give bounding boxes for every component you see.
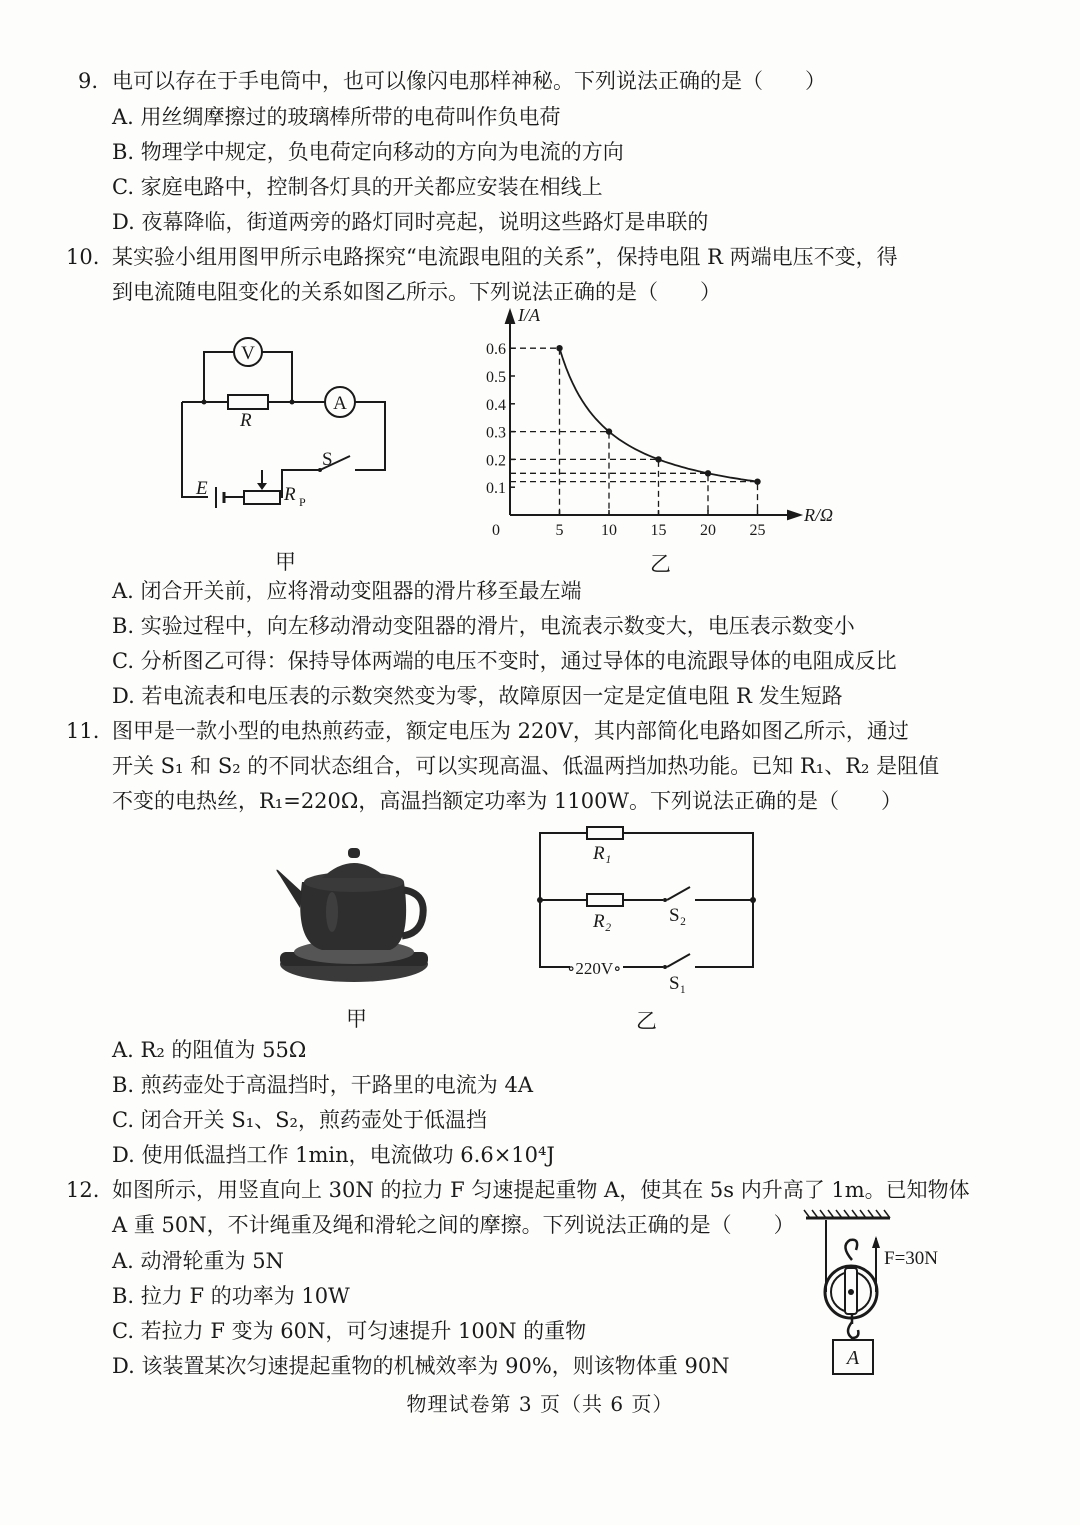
q11-number: 11.	[66, 719, 100, 743]
q11-decoction-pot-image	[272, 842, 432, 992]
s1-label: S₁	[669, 973, 687, 994]
q9-number: 9.	[78, 69, 99, 93]
q12-pulley-diagram	[800, 1208, 970, 1384]
chart-x-tick-label: 20	[700, 522, 716, 539]
source-220v-label: ∘220V∘	[567, 959, 622, 978]
q10-option-b: B. 实验过程中，向左移动滑动变阻器的滑片，电流表示数变大，电压表示数变小	[112, 614, 855, 638]
q12-option-a: A. 动滑轮重为 5N	[112, 1249, 284, 1273]
chart-y-tick-label: 0.5	[486, 369, 506, 386]
slider-arrow-icon	[257, 483, 267, 490]
q9-option-d: D. 夜幕降临，街道两旁的路灯同时亮起，说明这些路灯是串联的	[112, 210, 709, 234]
chart-x-tick-label: 15	[650, 522, 667, 539]
chart-guide-line	[510, 459, 659, 515]
q9-option-c: C. 家庭电路中，控制各灯具的开关都应安装在相线上	[112, 175, 603, 199]
q10-i-r-chart	[470, 305, 850, 540]
switch-s-label: S	[322, 449, 333, 470]
rheostat-label: R	[284, 484, 296, 505]
q11-option-a: A. R₂ 的阻值为 55Ω	[112, 1038, 307, 1062]
chart-y-tick-label: 0.3	[486, 424, 506, 442]
chart-data-point	[754, 478, 760, 484]
chart-data-point	[655, 456, 661, 462]
s2-label: S₂	[669, 905, 687, 926]
q11-option-c: C. 闭合开关 S₁、S₂，煎药壶处于低温挡	[112, 1108, 487, 1132]
chart-x-axis-label: R/Ω	[804, 505, 834, 525]
q11-option-d: D. 使用低温挡工作 1min，电流做功 6.6×10⁴J	[112, 1143, 555, 1167]
block-a-label: A	[846, 1347, 860, 1369]
resistor-r1-icon	[587, 827, 623, 839]
q11-stem-line2: 开关 S₁ 和 S₂ 的不同状态组合，可以实现高温、低温两挡加热功能。已知 R₁、R₂ 是阻值	[112, 754, 940, 778]
force-label: F=30N	[884, 1248, 939, 1269]
q12-option-d: D. 该装置某次匀速提起重物的机械效率为 90%，则该物体重 90N	[112, 1354, 730, 1378]
r2-label: R₂	[593, 911, 612, 932]
q10-number: 10.	[66, 245, 100, 269]
q10-figure-caption-left: 甲	[275, 550, 296, 574]
chart-data-point	[705, 470, 711, 476]
q11-figure-caption-right: 乙	[636, 1009, 657, 1033]
chart-y-tick-label: 0.6	[486, 341, 506, 359]
q11-figure-caption-left: 甲	[346, 1007, 367, 1031]
voltmeter-label: V	[241, 343, 255, 364]
r1-label: R₁	[593, 843, 612, 864]
chart-guide-line	[510, 482, 758, 515]
q11-circuit-diagram	[535, 825, 765, 995]
q10-stem-line2: 到电流随电阻变化的关系如图乙所示。下列说法正确的是（ ）	[112, 280, 721, 304]
resistor-r-icon	[228, 395, 268, 409]
chart-y-tick-label: 0.4	[486, 396, 506, 414]
resistor-r2-icon	[587, 894, 623, 906]
q12-number: 12.	[66, 1178, 100, 1202]
q10-figure-caption-right: 乙	[650, 552, 671, 576]
chart-data-point	[556, 345, 562, 351]
q12-option-c: C. 若拉力 F 变为 60N，可匀速提升 100N 的重物	[112, 1319, 587, 1343]
source-e-label: E	[196, 478, 208, 499]
chart-x-tick-label: 0	[492, 522, 500, 539]
q11-stem-line3: 不变的电热丝，R₁=220Ω，高温挡额定功率为 1100W。下列说法正确的是（ ）	[112, 789, 903, 813]
q12-stem-line2: A 重 50N，不计绳重及绳和滑轮之间的摩擦。下列说法正确的是（ ）	[112, 1213, 795, 1237]
q9-option-b: B. 物理学中规定，负电荷定向移动的方向为电流的方向	[112, 140, 624, 164]
chart-y-tick-label: 0.2	[486, 452, 506, 470]
q11-stem-line1: 图甲是一款小型的电热煎药壶，额定电压为 220V，其内部简化电路如图乙所示，通过	[112, 719, 909, 743]
chart-y-axis-label: I/A	[518, 305, 540, 325]
q9-stem: 电可以存在于手电筒中，也可以像闪电那样神秘。下列说法正确的是（ ）	[112, 69, 826, 93]
force-arrow-icon	[872, 1236, 880, 1248]
q12-stem-line1: 如图所示，用竖直向上 30N 的拉力 F 匀速提起重物 A，使其在 5s 内升高了 1m。已知物体	[112, 1178, 970, 1202]
q10-circuit-diagram	[170, 330, 410, 520]
q10-stem-line1: 某实验小组用图甲所示电路探究“电流跟电阻的关系”，保持电阻 R 两端电压不变，得	[112, 245, 898, 269]
rheostat-subscript: P	[299, 495, 306, 509]
page-footer: 物理试卷第 3 页（共 6 页）	[406, 1392, 674, 1416]
chart-data-point	[606, 428, 612, 434]
q9-option-a: A. 用丝绸摩擦过的玻璃棒所带的电荷叫作负电荷	[112, 105, 561, 129]
q10-option-c: C. 分析图乙可得：保持导体两端的电压不变时，通过导体的电流跟导体的电阻成反比	[112, 649, 897, 673]
chart-x-tick-label: 25	[749, 522, 766, 539]
q12-option-b: B. 拉力 F 的功率为 10W	[112, 1284, 350, 1308]
chart-x-tick-label: 10	[601, 522, 617, 539]
q10-option-a: A. 闭合开关前，应将滑动变阻器的滑片移至最左端	[112, 579, 582, 603]
q10-option-d: D. 若电流表和电压表的示数突然变为零，故障原因一定是定值电阻 R 发生短路	[112, 684, 843, 708]
ammeter-label: A	[333, 393, 347, 414]
q11-option-b: B. 煎药壶处于高温挡时，干路里的电流为 4A	[112, 1073, 533, 1097]
resistor-r-label: R	[240, 410, 252, 431]
chart-y-tick-label: 0.1	[486, 480, 506, 498]
rheostat-icon	[244, 491, 280, 504]
chart-x-tick-label: 5	[555, 522, 564, 539]
